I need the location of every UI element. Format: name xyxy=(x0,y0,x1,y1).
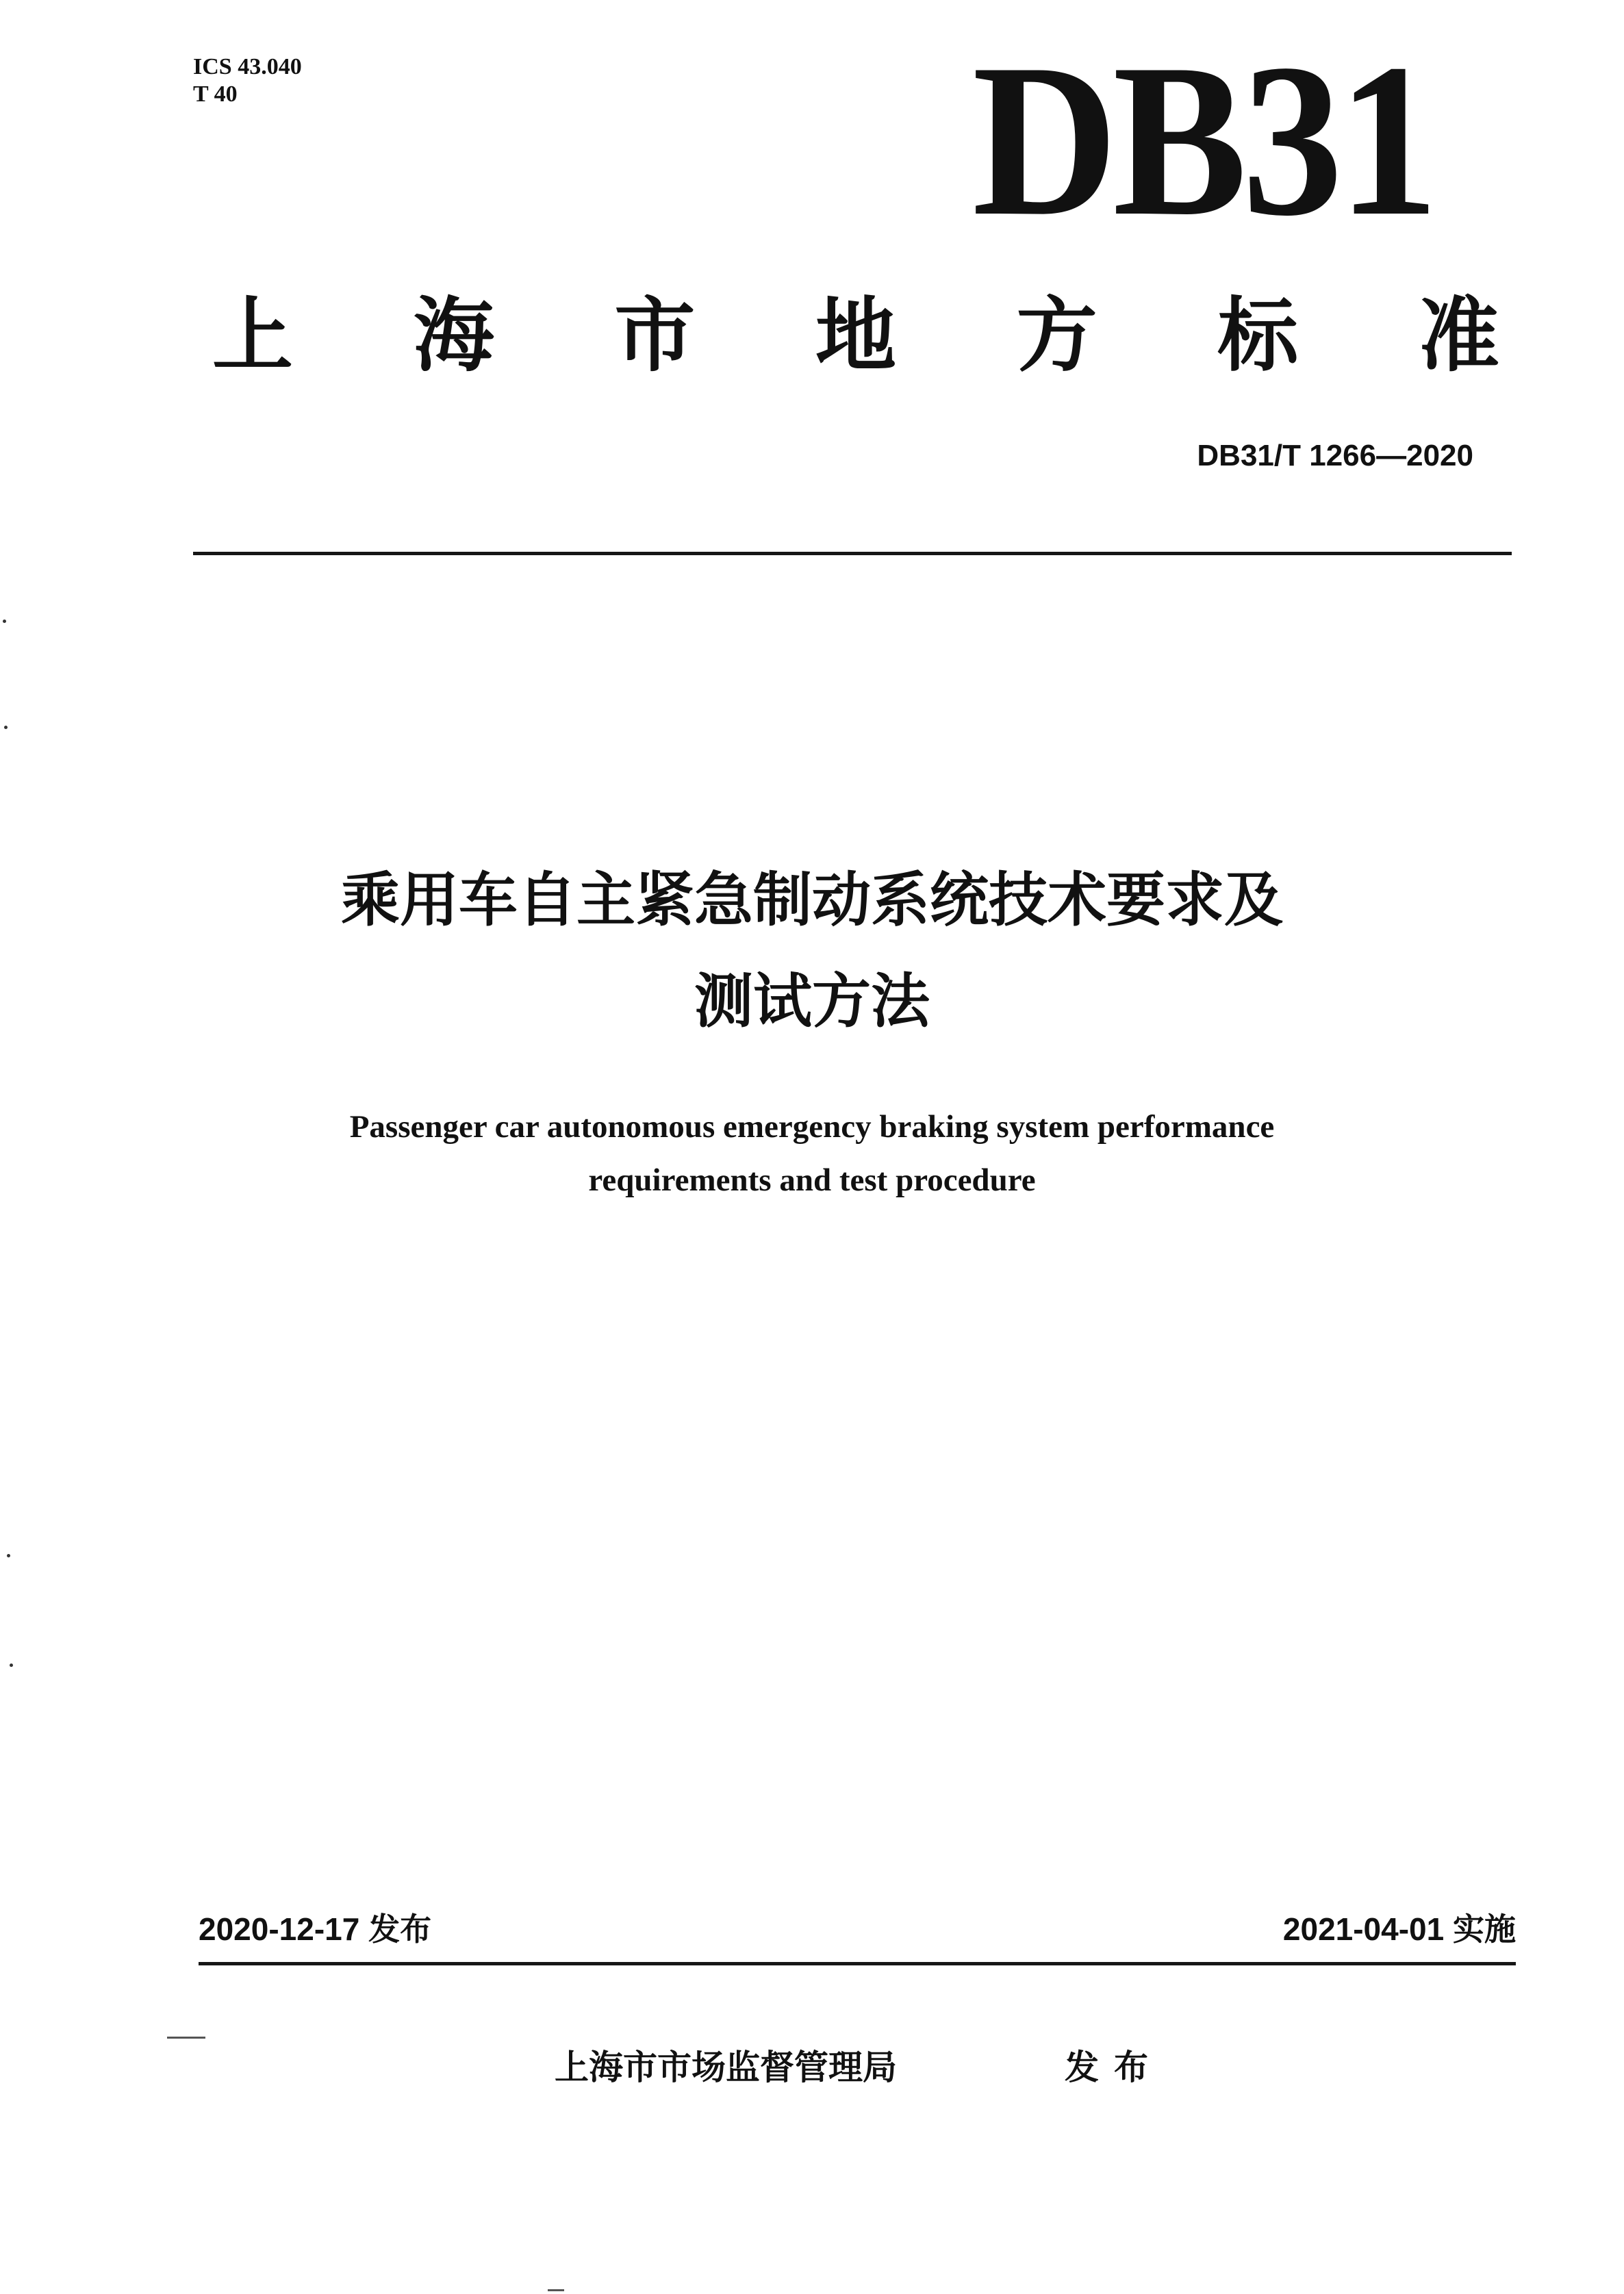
db31-logo: DB31 xyxy=(972,19,1434,262)
scan-artifact xyxy=(3,620,6,623)
footer-divider xyxy=(199,1962,1516,1965)
standard-type-char: 地 xyxy=(815,288,896,383)
scan-artifact xyxy=(167,2037,205,2039)
scan-artifact xyxy=(10,1664,13,1667)
issuing-authority: 上海市市场监督管理局 xyxy=(555,2048,897,2087)
ccs-code: T 40 xyxy=(193,81,238,107)
header-divider xyxy=(193,552,1512,555)
issue-date: 2020-12-17 发布 xyxy=(199,1911,432,1947)
standard-type-char: 标 xyxy=(1217,288,1299,383)
issue-action-label: 发布 xyxy=(1065,2048,1163,2087)
english-title-line-1: Passenger car autonomous emergency braking system performance xyxy=(349,1109,1275,1145)
chinese-title-line-1: 乘用车自主紧急制动系统技术要求及 xyxy=(341,866,1283,934)
scan-artifact xyxy=(4,726,8,729)
scan-artifact xyxy=(548,2289,564,2291)
standard-type-char: 海 xyxy=(413,288,494,383)
standard-type-char: 准 xyxy=(1418,288,1499,383)
chinese-title-line-2: 测试方法 xyxy=(694,967,930,1036)
standard-type-char: 上 xyxy=(212,288,294,383)
standard-type-char: 市 xyxy=(614,288,696,383)
standard-type-char: 方 xyxy=(1016,288,1098,383)
ics-code: ICS 43.040 xyxy=(193,54,302,79)
implementation-date: 2021-04-01 实施 xyxy=(1282,1911,1516,1947)
english-title-line-2: requirements and test procedure xyxy=(588,1162,1036,1198)
standard-type-heading xyxy=(212,288,1499,383)
scan-artifact xyxy=(7,1554,10,1557)
standard-number: DB31/T 1266—2020 xyxy=(1197,439,1473,472)
